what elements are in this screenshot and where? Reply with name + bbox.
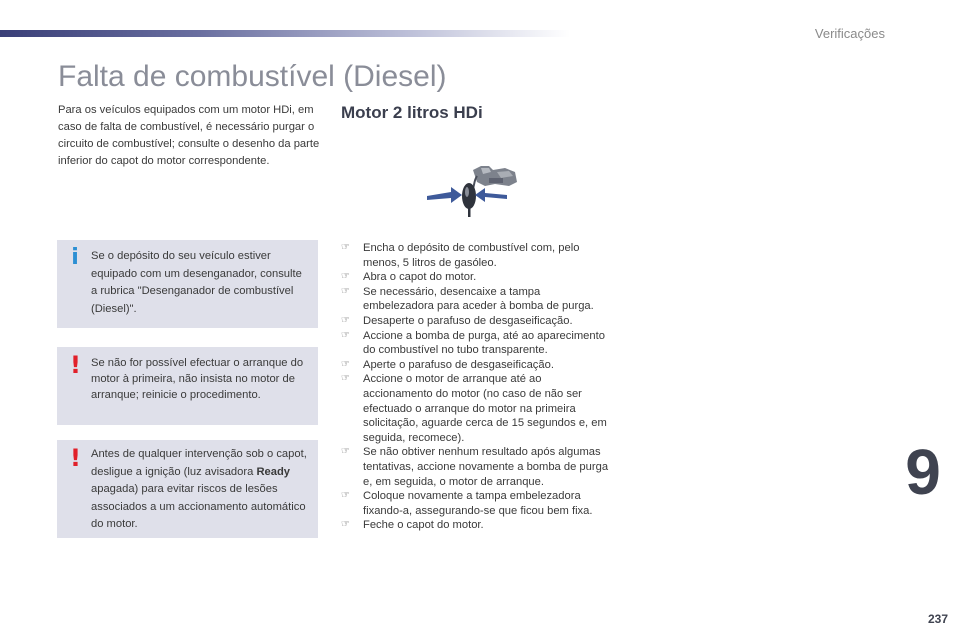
step-item: ☞ Encha o depósito de combustível com, pelo menos, 5 litros de gasóleo. [341, 241, 611, 270]
warning-icon: ! [70, 444, 81, 472]
step-item: ☞ Abra o capot do motor. [341, 270, 611, 285]
warning-note-ignition-text: Antes de qualquer intervenção sob o capot, desligue a ignição (luz avisadora Ready apagada) para evitar riscos de lesões associados a um accionamento automático do motor. [91, 448, 307, 530]
purge-pump-illustration [425, 156, 520, 218]
warning-note-ignition [57, 440, 318, 538]
warning-icon: ! [70, 351, 81, 379]
info-note [57, 240, 318, 328]
step-item: ☞ Desaperte o parafuso de desgaseificação. [341, 314, 611, 329]
step-item: ☞ Accione o motor de arranque até ao accionamento do motor (no caso de não ser efectuado o arranque do motor na primeira solicitação, aguarde cerca de 15 segundos e, em seguida, recomece). [341, 372, 611, 445]
warning-note-restart-text: Se não for possível efectuar o arranque do motor à primeira, não insista no motor de arranque; reinicie o procedimento. [91, 357, 304, 401]
intro-paragraph: Para os veículos equipados com um motor HDi, em caso de falta de combustível, é necessário purgar o circuito de combustível; consulte o desenho da parte inferior do capot do motor correspondente. [58, 104, 320, 167]
step-item: ☞ Aperte o parafuso de desgaseificação. [341, 358, 611, 373]
step-item: ☞ Accione a bomba de purga, até ao aparecimento do combustível no tubo transparente. [341, 329, 611, 358]
section-title: Verificações [814, 26, 885, 41]
page-number: 237 [927, 612, 948, 626]
info-note-text: Se o depósito do seu veículo estiver equipado com um desenganador, consulte a rubrica "Desenganador de combustível (Diesel)". [91, 250, 302, 315]
step-item: ☞ Feche o capot do motor. [341, 518, 611, 533]
steps-list [341, 241, 611, 533]
info-icon: i [71, 245, 79, 270]
warning-note-restart [57, 347, 318, 425]
header-band [0, 30, 570, 37]
step-item: ☞ Coloque novamente a tampa embelezadora fixando-a, assegurando-se que ficou bem fixa. [341, 489, 611, 518]
step-item: ☞ Se necessário, desencaixe a tampa embelezadora para aceder à bomba de purga. [341, 285, 611, 314]
ready-label: Ready [256, 465, 291, 478]
chapter-number: 9 [905, 436, 941, 508]
motor-heading: Motor 2 litros HDi [341, 103, 483, 122]
page-title: Falta de combustível (Diesel) [58, 60, 447, 93]
step-item: ☞ Se não obtiver nenhum resultado após algumas tentativas, accione novamente a bomba de purga e, em seguida, o motor de arranque. [341, 445, 611, 489]
